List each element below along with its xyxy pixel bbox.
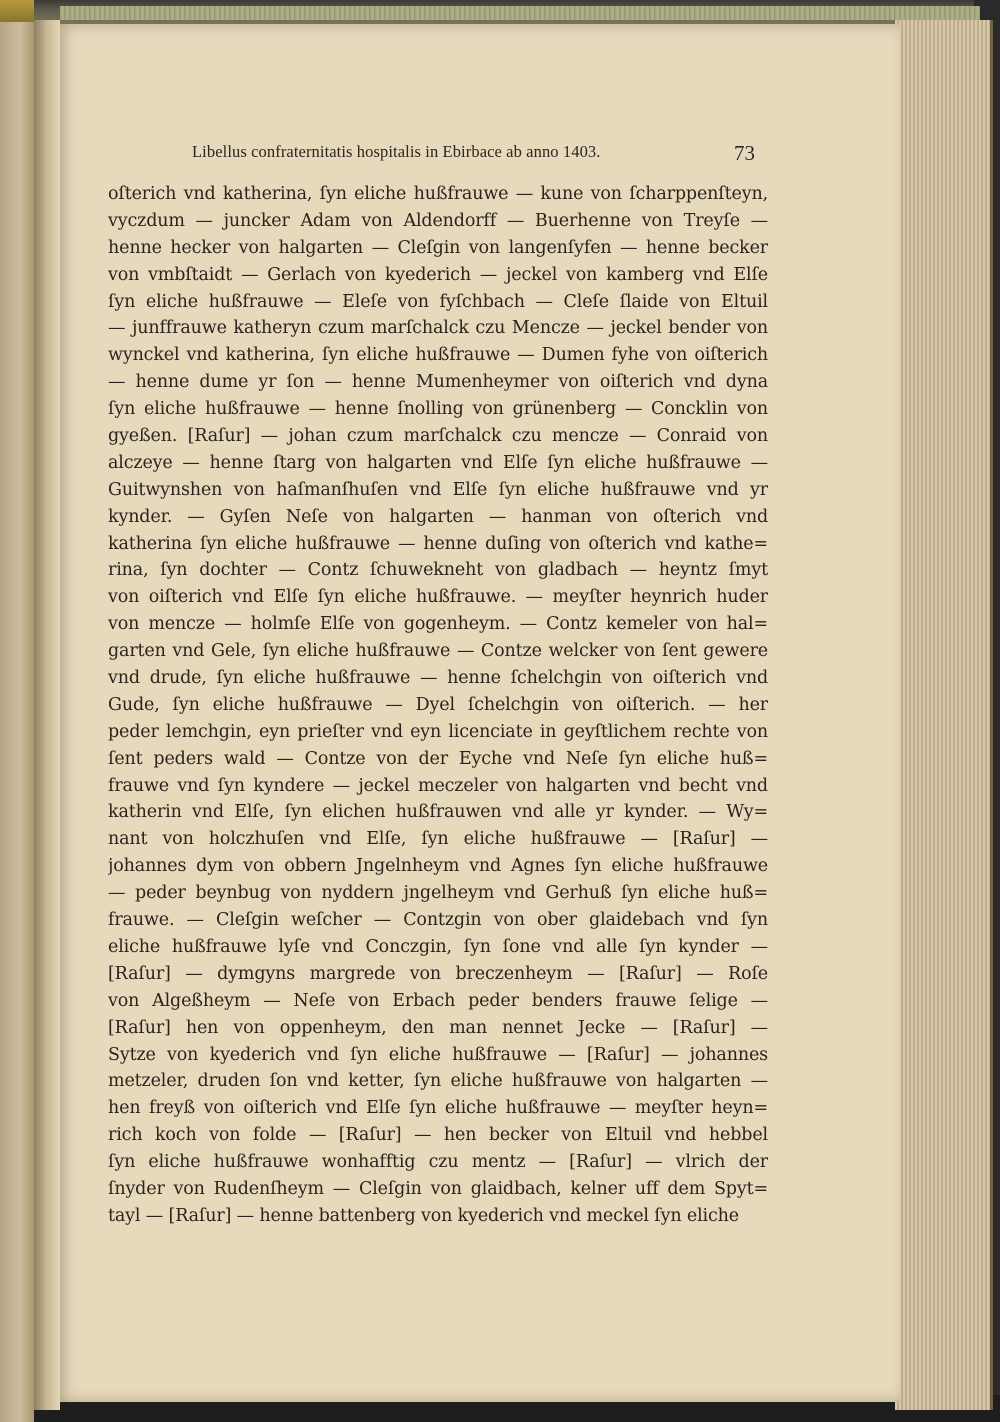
text-line: gyeßen. [Raſur] — johan czum marſchalck czu mencze — Conraid von	[108, 426, 768, 447]
page-block-edges-right	[895, 20, 993, 1410]
text-line: tayl — [Raſur] — henne battenberg von kyederich vnd meckel ſyn eliche	[108, 1205, 739, 1226]
text-line: hen freyß von oiſterich vnd Elſe ſyn eliche hußfrauwe — meyſter heyn=	[108, 1098, 768, 1119]
facing-page-gilt-corner	[0, 0, 34, 22]
text-line: eliche hußfrauwe lyſe vnd Conczgin, ſyn ſone vnd alle ſyn kynder —	[108, 936, 768, 957]
text-line: — henne dume yr ſon — henne Mumenheymer von oiſterich vnd dyna	[108, 372, 768, 393]
text-line: von mencze — holmſe Elſe von gogenheym. — Contz kemeler von hal=	[108, 614, 768, 635]
text-line: Gude, ſyn eliche hußfrauwe — Dyel ſchelchgin von oiſterich. — her	[108, 694, 768, 715]
text-line: kynder. — Gyſen Neſe von halgarten — hanman von oſterich vnd	[108, 506, 768, 527]
body-text	[108, 181, 768, 1230]
facing-page-edge	[0, 0, 34, 1422]
text-line: [Raſur] — dymgyns margrede von breczenheym — [Raſur] — Roſe	[108, 963, 768, 984]
text-line: von Algeßheym — Neſe von Erbach peder benders frauwe ſelige —	[108, 990, 768, 1011]
text-line: ſyn eliche hußfrauwe wonhafftig czu mentz — [Raſur] — vlrich der	[108, 1152, 768, 1173]
text-line: ſyn eliche hußfrauwe — Eleſe von fyſchbach — Cleſe ſlaide von Eltuil	[108, 291, 768, 312]
book-gutter	[34, 20, 60, 1410]
text-line: vnd drude, ſyn eliche hußfrauwe — henne ſchelchgin von oiſterich vnd	[108, 668, 768, 689]
text-line: — peder beynbug von nyddern jngelheym vnd Gerhuß ſyn eliche huß=	[108, 883, 768, 904]
text-line: alczeye — henne ſtarg von halgarten vnd Elſe ſyn eliche hußfrauwe —	[108, 452, 768, 473]
text-line: peder lemchgin, eyn prieſter vnd eyn licenciate in geyſtlichem rechte von	[108, 721, 768, 742]
text-line: ſent peders wald — Contze von der Eyche vnd Neſe ſyn eliche huß=	[108, 748, 768, 769]
text-line: frauwe. — Cleſgin weſcher — Contzgin von ober glaidebach vnd ſyn	[108, 910, 768, 931]
page-number: 73	[734, 141, 755, 165]
text-line: vyczdum — juncker Adam von Aldendorff — Buerhenne von Treyſe —	[108, 210, 768, 231]
text-line: ſyn eliche hußfrauwe — henne ſnolling von grünenberg — Concklin von	[108, 399, 768, 420]
text-line: Sytze von kyederich vnd ſyn eliche hußfrauwe — [Raſur] — johannes	[108, 1044, 768, 1065]
text-line: Guitwynshen von haſmanſhuſen vnd Elſe ſyn eliche hußfrauwe vnd yr	[108, 479, 768, 500]
text-line: von oiſterich vnd Elſe ſyn eliche hußfrauwe. — meyſter heynrich huder	[108, 587, 768, 608]
text-line: katherin vnd Elſe, ſyn elichen hußfrauwen vnd alle yr kynder. — Wy=	[108, 802, 768, 823]
text-line: garten vnd Gele, ſyn eliche hußfrauwe — Contze welcker von ſent gewere	[108, 641, 768, 662]
running-head: Libellus confraternitatis hospitalis in Ebirbace ab anno 1403.	[192, 142, 601, 161]
text-line: nant von holczhuſen vnd Elſe, ſyn eliche hußfrauwe — [Raſur] —	[108, 829, 768, 850]
text-line: ſnyder von Rudenſheym — Cleſgin von glaidbach, kelner uff dem Spyt=	[108, 1178, 768, 1199]
gilt-page-edges-top	[60, 6, 980, 20]
text-line: rich koch von folde — [Raſur] — hen becker von Eltuil vnd hebbel	[108, 1125, 768, 1146]
text-line: — junffrauwe katheryn czum marſchalck czu Mencze — jeckel bender von	[108, 318, 768, 339]
text-line: oſterich vnd katherina, ſyn eliche hußfrauwe — kune von ſcharppenſteyn,	[108, 184, 768, 204]
text-line: katherina ſyn eliche hußfrauwe — henne duſing von oſterich vnd kathe=	[108, 533, 768, 554]
text-line: von vmbſtaidt — Gerlach von kyederich — jeckel von kamberg vnd Elſe	[108, 264, 768, 285]
text-line: [Raſur] hen von oppenheym, den man nennet Jecke — [Raſur] —	[108, 1017, 768, 1038]
text-line: johannes dym von obbern Jngelnheym vnd Agnes ſyn eliche hußfrauwe	[108, 856, 768, 877]
text-line: rina, ſyn dochter — Contz ſchuwekneht von gladbach — heyntz ſmyt	[108, 560, 768, 581]
text-line: metzeler, druden ſon vnd ketter, ſyn eliche hußfrauwe von halgarten —	[108, 1071, 768, 1092]
text-line: henne hecker von halgarten — Cleſgin von langenſyfen — henne becker	[108, 237, 768, 258]
text-line: wynckel vnd katherina, ſyn eliche hußfrauwe — Dumen fyhe von oiſterich	[108, 345, 768, 366]
text-line: frauwe vnd ſyn kyndere — jeckel meczeler von halgarten vnd becht vnd	[108, 775, 768, 796]
